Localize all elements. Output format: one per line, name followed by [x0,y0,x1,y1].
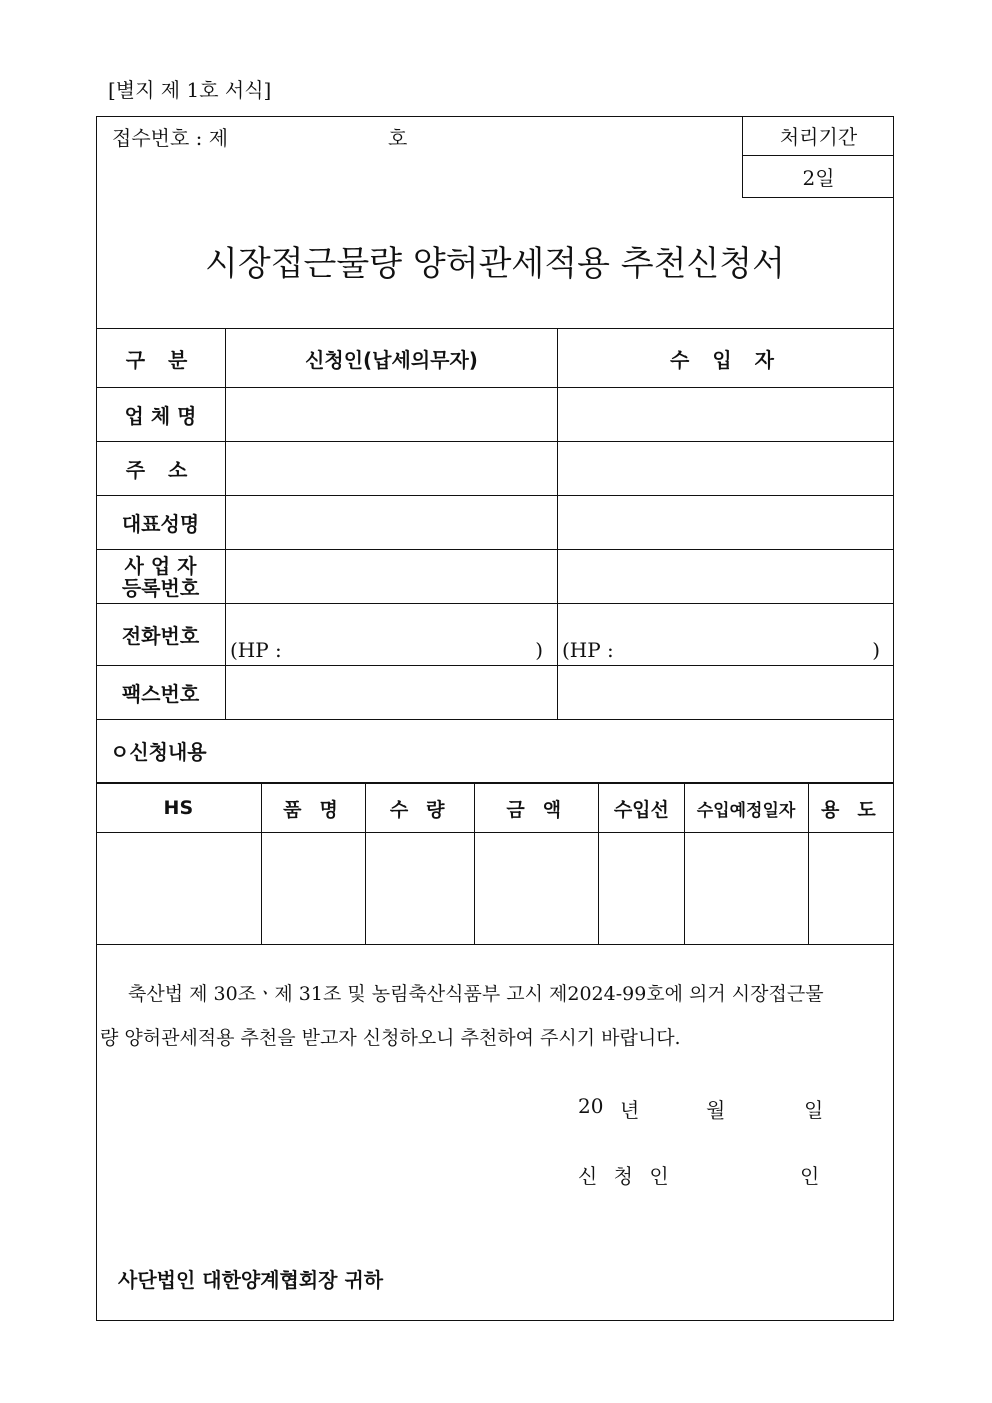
items-entry-row [96,833,894,945]
document-title: 시장접근물량 양허관세적용 추천신청서 [205,244,785,284]
applicant-hp-open: (HP : [230,637,282,662]
import-date-field[interactable] [684,833,808,945]
importer-hp-close: ) [872,637,880,662]
receipt-number-suffix: 호 [388,126,408,150]
importer-representative-field[interactable] [558,496,895,550]
quantity-header: 수 량 [365,784,474,833]
hs-header: HS [96,784,261,833]
applicant-fax-field[interactable] [226,666,558,720]
application-statement [100,972,892,1060]
statement-line1: 축산법 제 30조ㆍ제 31조 및 농림축산식품부 고시 제2024-99호에 의거 시장접근물 [128,983,824,1005]
address-label: 주 소 [96,442,226,496]
table-row [96,442,894,496]
purpose-header: 용 도 [808,784,894,833]
item-name-header: 품 명 [261,784,365,833]
importer-fax-field[interactable] [558,666,895,720]
applicant-signature-label: 신 청 인 [578,1164,674,1188]
amount-header: 금 액 [475,784,599,833]
applicant-hp-close: ) [535,637,543,662]
import-source-header: 수입선 [599,784,684,833]
items-header-row [96,784,894,833]
importer-address-field[interactable] [558,442,895,496]
business-registration-label-line1: 사 업 자 [124,553,197,578]
quantity-field[interactable] [365,833,474,945]
date-day-label: 일 [804,1098,824,1122]
form-label: [별지 제 1호 서식] [108,78,272,102]
table-row [96,550,894,604]
importer-header: 수 입 자 [558,329,895,388]
date-year-prefix: 20 [578,1094,604,1118]
table-row [96,388,894,442]
application-content-heading: ㅇ신청내용 [96,719,894,783]
application-items-table [96,783,894,945]
table-header-row [96,329,894,388]
purpose-field[interactable] [808,833,894,945]
receipt-number-label: 접수번호 : 제 [112,126,229,150]
business-registration-label-line2: 등록번호 [121,575,200,600]
processing-period-header: 처리기간 [743,116,894,156]
date-year-label: 년 [620,1098,640,1122]
table-row [96,666,894,720]
addressee: 사단법인 대한양계협회장 귀하 [118,1268,384,1292]
category-header: 구 분 [96,329,226,388]
phone-number-label: 전화번호 [96,604,226,666]
applicant-info-table [96,328,894,720]
importer-registration-field[interactable] [558,550,895,604]
applicant-registration-field[interactable] [226,550,558,604]
applicant-representative-field[interactable] [226,496,558,550]
item-name-field[interactable] [261,833,365,945]
amount-field[interactable] [475,833,599,945]
table-row [96,496,894,550]
importer-company-name-field[interactable] [558,388,895,442]
table-row [96,604,894,666]
applicant-header: 신청인(납세의무자) [226,329,558,388]
import-date-header: 수입예정일자 [684,784,808,833]
statement-line2: 량 양허관세적용 추천을 받고자 신청하오니 추천하여 주시기 바랍니다. [100,1027,681,1049]
hs-field[interactable] [96,833,261,945]
importer-phone-field[interactable] [558,604,895,666]
import-source-field[interactable] [599,833,684,945]
processing-period-box [742,116,894,198]
applicant-address-field[interactable] [226,442,558,496]
fax-number-label: 팩스번호 [96,666,226,720]
company-name-label: 업 체 명 [96,388,226,442]
processing-period-value: 2일 [802,165,835,190]
seal-label: 인 [800,1164,820,1188]
applicant-phone-field[interactable] [226,604,558,666]
importer-hp-open: (HP : [562,637,614,662]
applicant-company-name-field[interactable] [226,388,558,442]
business-registration-label [96,550,226,604]
representative-name-label: 대표성명 [96,496,226,550]
date-month-label: 월 [706,1098,726,1122]
